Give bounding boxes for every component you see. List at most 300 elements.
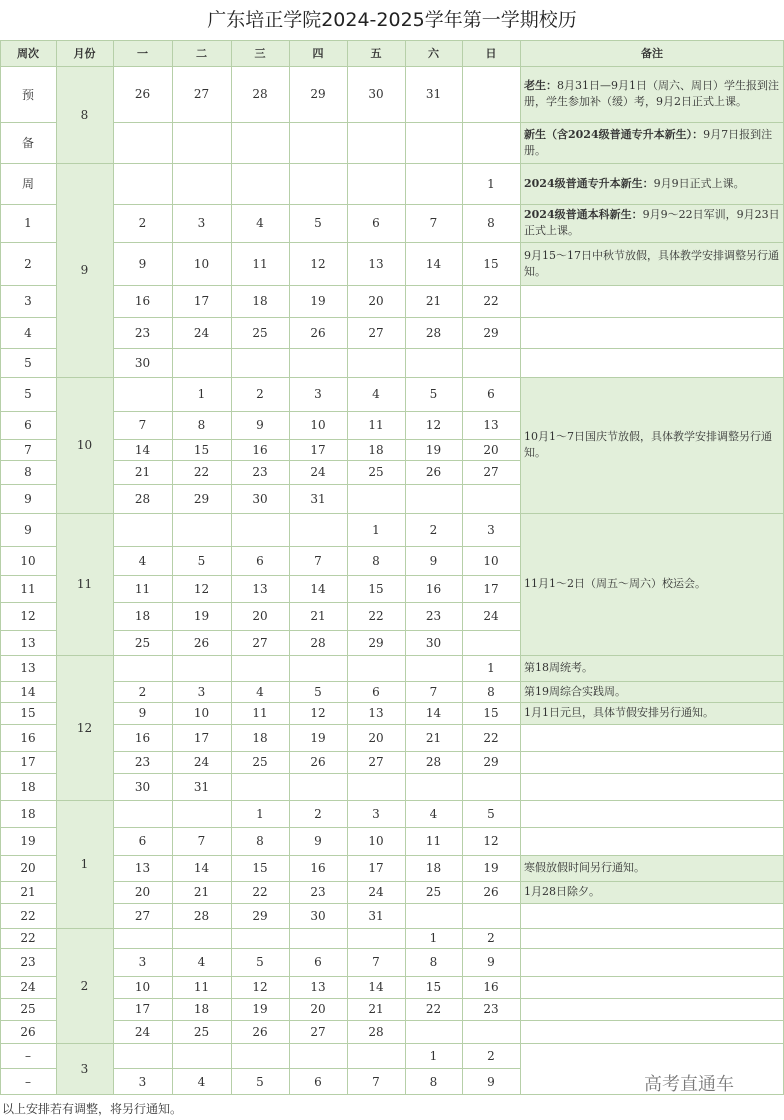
date-cell: 23 [483,1002,499,1016]
grid-line-horizontal [520,1043,784,1044]
note-cell [520,1020,784,1043]
date-cell [113,928,172,948]
grid-line-horizontal [113,513,520,514]
note-cell [520,702,784,724]
date-cell: 18 [134,609,151,623]
date-cell: 14 [425,256,442,271]
grid-line-horizontal [113,163,520,164]
week-cell: 12 [20,609,36,623]
watermark: 高考直通车 [644,1074,734,1095]
date-cell: 23 [310,885,326,899]
date-cell: 16 [425,581,442,596]
date-cell: 11 [134,581,151,596]
date-cell: 14 [134,442,151,457]
note-cell [520,948,784,976]
grid-line-horizontal [520,948,784,949]
date-cell: 17 [193,730,210,745]
grid-line-horizontal [113,630,520,631]
date-cell: 9 [487,1074,495,1089]
grid-line-horizontal [56,163,113,164]
week-cell: – [25,1048,31,1063]
grid-line-horizontal [113,1068,520,1069]
date-cell: 11 [193,980,210,994]
date-cell [347,163,405,204]
note-bold-label: 老生： [524,79,557,92]
date-cell [113,800,172,827]
note-cell [520,285,784,317]
date-cell [172,928,231,948]
date-cell: 9 [314,834,322,848]
date-cell [405,903,462,928]
date-cell: 25 [193,1024,210,1039]
date-cell: 26 [134,87,151,101]
date-cell: 17 [193,294,210,308]
date-cell: 27 [483,465,499,479]
date-cell: 14 [193,861,210,875]
date-cell: 17 [368,861,384,875]
month-cell: 1 [80,857,89,871]
date-cell: 17 [134,1002,151,1016]
date-cell: 12 [310,256,326,271]
date-cell: 28 [134,491,151,506]
date-cell: 6 [256,553,264,568]
date-cell [289,348,347,377]
grid-line-horizontal [520,377,784,378]
month-cell: 12 [76,720,93,735]
week-cell: 26 [20,1024,36,1039]
date-cell [405,484,462,513]
note-cell [520,163,784,204]
date-cell: 4 [256,684,264,699]
date-cell [347,122,405,163]
week-cell: 18 [20,806,36,821]
grid-line-horizontal [113,411,520,412]
grid-line-horizontal [113,827,520,828]
date-cell: 11 [252,706,268,720]
grid-line-horizontal [520,655,784,656]
date-cell: 4 [197,1074,206,1089]
date-cell [347,655,405,681]
date-cell: 30 [134,779,151,794]
grid-line-horizontal [113,751,520,752]
grid-line-horizontal [0,460,56,461]
week-cell: 4 [24,325,32,340]
date-cell: 11 [252,256,268,271]
week-cell: 1 [24,216,32,230]
date-cell: 7 [197,834,206,848]
date-cell: 6 [372,216,380,230]
date-cell: 8 [429,955,438,969]
date-cell [462,630,520,655]
grid-line-horizontal [520,681,784,682]
grid-line-horizontal [113,484,520,485]
date-cell: 13 [368,256,384,271]
date-cell: 5 [256,1074,264,1089]
date-cell [231,513,289,546]
week-cell: 2 [24,256,32,271]
note-cell [520,998,784,1020]
date-cell [405,163,462,204]
date-cell: 12 [193,581,210,596]
grid-line-horizontal [113,317,520,318]
grid-line-horizontal [113,348,520,349]
date-cell: 12 [425,418,442,432]
grid-line-horizontal [520,903,784,904]
note-cell [520,855,784,881]
month-cell: 10 [76,438,93,452]
grid-line-horizontal [113,998,520,999]
date-cell: 15 [368,581,384,596]
note-cell [520,681,784,702]
date-cell [462,122,520,163]
date-cell: 26 [310,755,326,769]
grid-line-horizontal [0,903,56,904]
header-notes: 备注 [641,47,663,60]
date-cell: 9 [138,706,147,720]
date-cell [113,1043,172,1068]
date-cell: 7 [429,216,438,230]
date-cell: 29 [252,908,268,923]
date-cell [172,513,231,546]
date-cell: 22 [193,465,210,479]
grid-line-horizontal [0,1068,56,1069]
week-cell: 6 [24,418,32,432]
date-cell: 28 [425,755,442,769]
grid-line-horizontal [0,484,56,485]
grid-line-vertical [231,40,232,1095]
week-cell: 13 [20,661,36,675]
date-cell [405,773,462,800]
date-cell: 21 [425,730,442,745]
date-cell: 19 [310,294,326,308]
date-cell: 4 [138,553,147,568]
date-cell: 13 [252,581,268,596]
week-cell: 11 [20,581,36,596]
grid-line-horizontal [0,317,56,318]
date-cell: 12 [483,834,499,848]
date-cell: 22 [252,885,268,899]
date-cell: 7 [138,418,147,432]
date-cell: 21 [310,609,326,623]
header-day: 六 [428,47,439,60]
month-cell: 3 [80,1062,89,1076]
week-cell: 5 [24,387,32,401]
date-cell: 29 [483,755,499,769]
week-cell: 7 [24,442,32,457]
week-cell: 13 [20,635,36,650]
note-cell [520,800,784,827]
date-cell: 19 [310,730,326,745]
header-day: 三 [254,47,266,60]
date-cell [462,903,520,928]
date-cell: 25 [252,755,268,769]
note-text: 10月1～7日国庆节放假，具体教学安排调整另行通知。 [524,430,772,459]
date-cell: 30 [310,908,326,923]
date-cell [231,655,289,681]
date-cell: 6 [314,1074,322,1089]
week-cell: 备 [21,136,34,150]
date-cell: 24 [134,1024,151,1039]
note-text: 9月9日正式上课。 [653,176,745,190]
note-cell [520,66,784,122]
date-cell: 26 [483,885,499,899]
week-cell: 14 [20,684,36,699]
date-cell: 23 [134,325,151,340]
grid-line-horizontal [113,575,520,576]
date-cell: 2 [314,806,322,821]
date-cell: 20 [134,885,151,899]
date-cell: 25 [425,885,442,899]
grid-line-horizontal [0,66,784,67]
date-cell [172,1043,231,1068]
date-cell [113,163,172,204]
grid-line-horizontal [113,681,520,682]
date-cell: 31 [310,491,326,506]
date-cell: 26 [252,1024,268,1039]
note-cell [520,513,784,655]
note-cell [520,724,784,751]
date-cell [113,377,172,411]
date-cell: 3 [197,216,206,230]
grid-line-horizontal [113,976,520,977]
note-bold-label: 2024级普通本科新生： [524,208,643,221]
date-cell: 7 [429,684,438,699]
date-cell: 6 [314,955,322,969]
date-cell [347,773,405,800]
grid-line-horizontal [0,1043,56,1044]
date-cell: 27 [252,635,268,650]
date-cell: 24 [368,885,384,899]
date-cell [172,348,231,377]
date-cell [289,655,347,681]
grid-line-horizontal [0,827,56,828]
date-cell: 30 [425,635,442,650]
footer-note: 以上安排若有调整，将另行通知。 [2,1102,183,1116]
grid-line-horizontal [0,122,56,123]
date-cell: 27 [310,1024,326,1039]
date-cell: 7 [372,955,380,969]
date-cell: 3 [138,955,147,969]
date-cell [347,928,405,948]
grid-line-horizontal [520,285,784,286]
date-cell [289,773,347,800]
grid-line-horizontal [113,285,520,286]
date-cell: 21 [368,1002,384,1016]
note-cell [520,827,784,855]
date-cell: 31 [425,87,442,101]
date-cell: 14 [310,581,326,596]
date-cell [347,1043,405,1068]
grid-line-horizontal [0,204,56,205]
date-cell: 28 [368,1024,384,1039]
grid-line-horizontal [0,439,56,440]
grid-line-horizontal [520,702,784,703]
date-cell: 8 [372,553,380,568]
grid-line-horizontal [0,411,56,412]
date-cell: 15 [252,861,268,875]
week-cell: 8 [24,465,32,479]
date-cell: 1 [429,1048,438,1063]
date-cell: 7 [314,553,322,568]
date-cell: 16 [310,861,326,875]
grid-line-horizontal [520,751,784,752]
date-cell: 16 [483,980,499,994]
date-cell: 18 [193,1002,210,1016]
grid-line-horizontal [520,348,784,349]
date-cell [289,928,347,948]
week-cell: 3 [24,294,32,308]
month-cell: 11 [76,577,93,591]
date-cell: 8 [197,418,206,432]
date-cell [462,773,520,800]
grid-line-horizontal [113,1094,520,1095]
date-cell: 8 [256,834,264,848]
header-day: 二 [196,47,207,60]
week-cell: 22 [20,908,36,923]
date-cell: 5 [487,806,495,821]
header-week: 周次 [17,47,39,60]
date-cell: 23 [425,609,442,623]
grid-line-horizontal [0,285,56,286]
date-cell: 15 [425,980,442,994]
date-cell [231,928,289,948]
date-cell [113,655,172,681]
grid-line-horizontal [0,1020,56,1021]
note-cell [520,377,784,513]
grid-line-horizontal [520,242,784,243]
week-cell: 9 [24,522,32,537]
note-text: 9月9～22日军训，9月23日正式上课。 [524,208,780,237]
date-cell: 2 [256,387,264,401]
date-cell: 13 [134,861,151,875]
date-cell: 15 [483,256,499,271]
grid-line-vertical [0,40,1,1095]
date-cell: 7 [372,1074,380,1089]
date-cell: 5 [314,684,322,699]
grid-line-horizontal [0,655,56,656]
grid-line-horizontal [113,702,520,703]
date-cell: 1 [487,176,495,191]
grid-line-horizontal [520,317,784,318]
grid-line-horizontal [0,348,56,349]
grid-line-horizontal [113,460,520,461]
date-cell: 12 [252,980,268,994]
date-cell: 20 [252,609,268,623]
date-cell: 3 [197,684,206,699]
week-cell: 16 [20,730,36,745]
grid-line-horizontal [113,655,520,656]
date-cell [172,655,231,681]
date-cell: 19 [425,442,442,457]
grid-line-vertical [172,40,173,1095]
note-bold-label: 2024级普通专升本新生： [524,176,654,190]
date-cell: 27 [368,325,384,340]
date-cell: 27 [193,87,210,101]
date-cell: 2 [138,216,147,230]
date-cell: 31 [193,779,210,794]
date-cell: 1 [429,931,438,945]
date-cell: 18 [425,861,442,875]
date-cell: 19 [483,861,499,875]
date-cell: 24 [193,755,210,769]
week-cell: 24 [20,980,36,994]
grid-line-horizontal [520,1020,784,1021]
date-cell: 27 [134,908,151,923]
week-cell: 21 [20,885,36,899]
note-cell [520,903,784,928]
date-cell: 30 [252,491,268,506]
grid-line-horizontal [520,976,784,977]
date-cell: 13 [310,980,326,994]
date-cell: 28 [193,908,210,923]
week-cell: 10 [20,553,36,568]
week-cell: 预 [21,87,34,102]
date-cell: 31 [368,908,384,923]
note-text: 11月1～2日（周五～周六）校运会。 [524,577,706,590]
date-cell: 15 [193,442,210,457]
date-cell: 2 [487,1048,495,1063]
date-cell: 20 [368,294,384,308]
date-cell: 21 [134,465,151,479]
date-cell: 18 [368,442,384,457]
date-cell: 5 [197,553,206,568]
date-cell: 25 [368,465,384,479]
grid-line-horizontal [56,928,113,929]
date-cell: 25 [134,635,151,650]
week-cell: 5 [24,355,32,370]
date-cell: 1 [487,661,495,675]
grid-line-horizontal [0,575,56,576]
grid-line-horizontal [0,513,56,514]
date-cell: 4 [256,216,264,230]
date-cell: 22 [483,294,499,308]
grid-line-horizontal [56,513,113,514]
grid-line-horizontal [520,773,784,774]
date-cell: 5 [314,216,322,230]
week-cell: 20 [20,861,36,875]
grid-line-horizontal [0,602,56,603]
header-day: 四 [312,47,324,60]
week-cell: 周 [21,177,34,191]
date-cell: 28 [425,325,442,340]
date-cell [231,1043,289,1068]
note-text: 1月28日除夕。 [524,885,600,898]
date-cell [405,655,462,681]
month-cell: 2 [80,978,89,993]
grid-line-horizontal [520,204,784,205]
date-cell: 16 [134,730,151,745]
grid-line-horizontal [113,903,520,904]
note-cell [520,204,784,242]
grid-line-horizontal [520,998,784,999]
header-month: 月份 [73,47,96,60]
date-cell: 10 [134,980,151,994]
date-cell [405,348,462,377]
week-cell: 17 [20,755,36,769]
grid-line-horizontal [113,773,520,774]
grid-line-horizontal [113,724,520,725]
date-cell: 17 [483,581,499,596]
note-cell [520,348,784,377]
date-cell [405,122,462,163]
date-cell: 26 [193,635,210,650]
date-cell [231,163,289,204]
header-day: 五 [370,47,382,60]
grid-line-horizontal [0,976,56,977]
week-cell: 25 [20,1002,36,1016]
grid-line-horizontal [113,377,520,378]
note-cell [520,655,784,681]
